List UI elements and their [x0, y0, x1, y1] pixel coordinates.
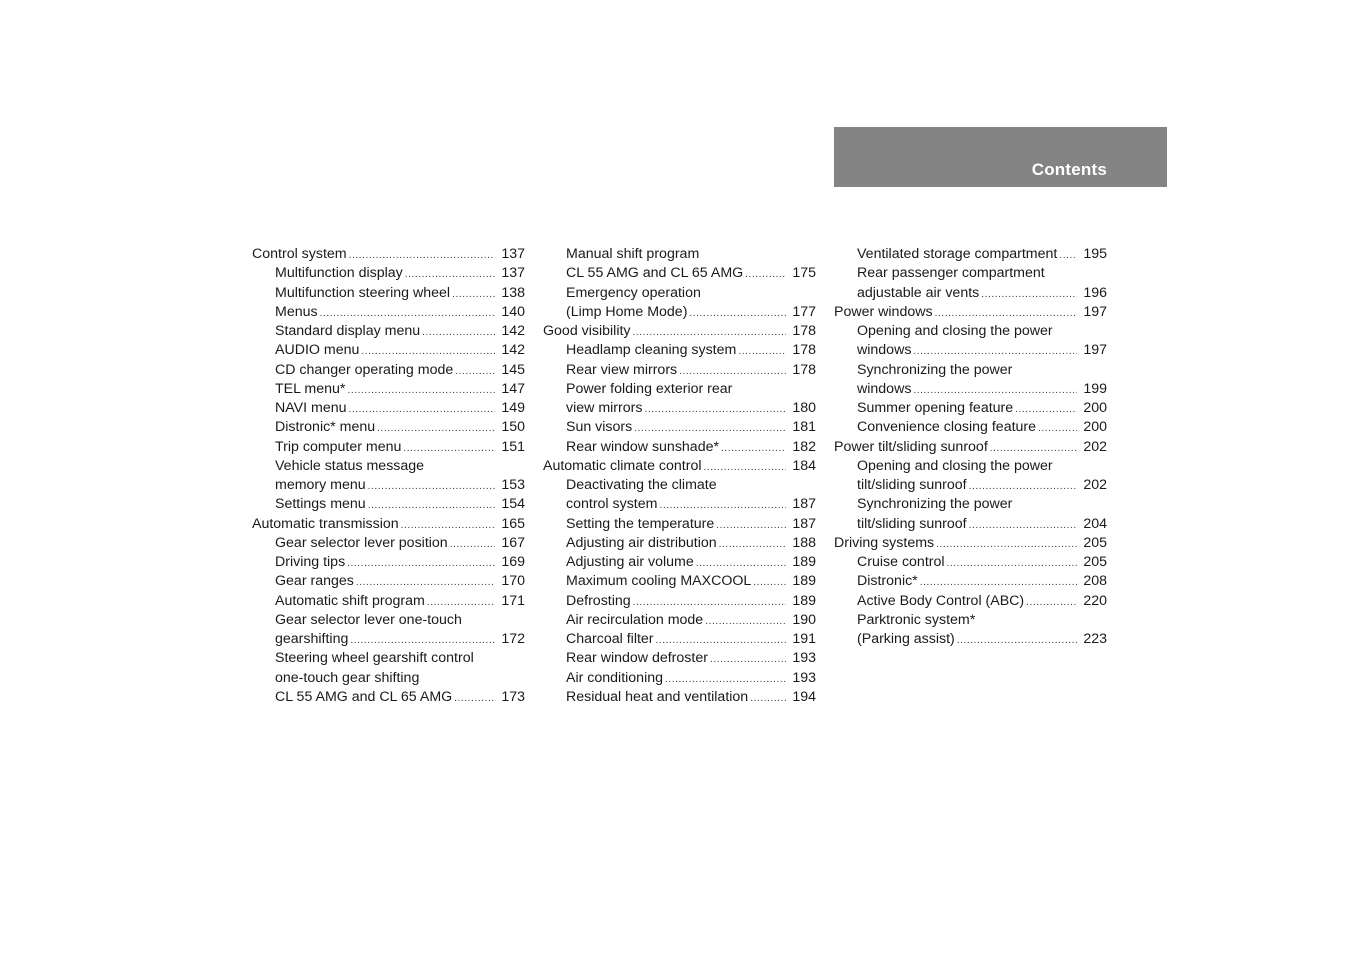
dot-leader [1038, 419, 1077, 438]
dot-leader [936, 535, 1077, 554]
toc-entry[interactable] [543, 438, 816, 457]
toc-entry[interactable] [834, 380, 1107, 399]
toc-entry[interactable] [252, 380, 525, 399]
toc-entry-title: Steering wheel gearshift control [275, 650, 474, 667]
toc-entry-title: Adjusting air volume [566, 554, 694, 570]
toc-entry-title: Maximum cooling MAXCOOL [566, 573, 752, 590]
dot-leader [361, 342, 495, 361]
toc-page-number: 196 [1083, 284, 1107, 301]
toc-page-number: 199 [1083, 380, 1107, 397]
toc-entry[interactable] [543, 592, 816, 611]
toc-entry-title: Gear selector lever one-touch [275, 611, 462, 628]
toc-entry[interactable] [252, 399, 525, 418]
toc-page-number: 205 [1083, 554, 1107, 570]
toc-entry[interactable] [543, 495, 816, 514]
toc-entry[interactable] [834, 534, 1107, 553]
toc-page-number: 193 [792, 669, 816, 686]
toc-entry-title: Opening and closing the power [857, 457, 1053, 474]
toc-entry[interactable] [834, 572, 1107, 591]
toc-entry-title: one-touch gear shifting [275, 669, 420, 686]
toc-entry-title: Driving tips [275, 554, 346, 570]
toc-page-number: 149 [501, 400, 525, 416]
toc-entry[interactable] [834, 553, 1107, 572]
toc-entry-title: Gear ranges [275, 573, 354, 590]
toc-entry-title: windows [857, 342, 912, 359]
toc-entry-title: Driving systems [834, 534, 935, 551]
toc-page-number: 191 [792, 631, 816, 647]
toc-entry[interactable] [543, 399, 816, 418]
toc-page-number: 202 [1083, 477, 1107, 493]
toc-page-number: 189 [792, 592, 816, 609]
toc-entry[interactable] [543, 341, 816, 360]
toc-entry-title: Setting the temperature [566, 515, 715, 532]
toc-entry-title: Rear view mirrors [566, 361, 678, 378]
dot-leader [679, 362, 786, 381]
toc-entry[interactable] [543, 515, 816, 534]
toc-entry-title: TEL menu* [275, 380, 346, 397]
toc-page-number: 195 [1083, 246, 1107, 262]
toc-entry-title: Automatic climate control [543, 457, 702, 474]
toc-entry[interactable] [252, 553, 525, 572]
toc-entry[interactable] [834, 264, 1107, 283]
toc-entry[interactable] [834, 399, 1107, 418]
toc-entry[interactable] [252, 457, 525, 476]
toc-entry-title: windows [857, 380, 912, 397]
toc-entry-title: Distronic* [857, 573, 918, 590]
toc-entry[interactable] [543, 688, 816, 707]
toc-entry-title: Multifunction display [275, 265, 403, 282]
dot-leader [935, 304, 1077, 323]
toc-entry-title: Trip computer menu [275, 438, 402, 455]
toc-entry[interactable] [252, 322, 525, 341]
toc-entry[interactable] [834, 515, 1107, 534]
toc-entry[interactable] [252, 438, 525, 457]
toc-page-number: 190 [792, 611, 816, 628]
toc-entry-title: (Parking assist) [857, 631, 955, 647]
toc-entry-title: control system [566, 496, 658, 513]
toc-page-number: 180 [792, 400, 816, 416]
toc-entry[interactable] [834, 341, 1107, 360]
toc-page-number: 172 [501, 631, 525, 647]
toc-entry[interactable] [834, 476, 1107, 495]
toc-entry[interactable] [252, 303, 525, 322]
dot-leader [704, 458, 787, 477]
dot-leader [753, 573, 786, 592]
toc-entry[interactable] [834, 361, 1107, 380]
toc-entry-title: Distronic* menu [275, 419, 376, 436]
toc-page-number: 177 [792, 303, 816, 320]
toc-page-number: 223 [1083, 631, 1107, 647]
dot-leader [969, 516, 1077, 535]
toc-entry-title: view mirrors [566, 400, 643, 416]
dot-leader [349, 246, 495, 265]
toc-column-2 [543, 245, 816, 707]
toc-page-number: 165 [501, 515, 525, 532]
toc-entry[interactable] [252, 630, 525, 649]
dot-leader [347, 381, 495, 400]
toc-entry-title: Ventilated storage compartment [857, 246, 1058, 262]
toc-page-number: 189 [792, 573, 816, 590]
toc-entry-title: Vehicle status message [275, 457, 425, 474]
toc-entry-title: gearshifting [275, 631, 349, 647]
toc-entry[interactable] [834, 630, 1107, 649]
dot-leader [356, 573, 495, 592]
toc-entry-title: Synchronizing the power [857, 361, 1013, 378]
toc-entry[interactable] [543, 553, 816, 572]
toc-entry-title: Rear window defroster [566, 650, 708, 667]
toc-entry[interactable] [252, 284, 525, 303]
toc-page-number: 189 [792, 554, 816, 570]
dot-leader [957, 631, 1077, 650]
toc-entry[interactable] [543, 630, 816, 649]
dot-leader [750, 689, 786, 708]
toc-entry-title: Power tilt/sliding sunroof [834, 438, 988, 455]
toc-entry-title: Automatic transmission [252, 515, 399, 532]
toc-entry-title: tilt/sliding sunroof [857, 515, 967, 532]
toc-entry[interactable] [252, 534, 525, 553]
toc-page-number: 145 [501, 361, 525, 378]
toc-page-number: 153 [501, 477, 525, 493]
toc-entry-title: CL 55 AMG and CL 65 AMG [275, 688, 453, 705]
dot-leader [689, 304, 786, 323]
toc-page-number: 182 [792, 438, 816, 455]
toc-entry-title: Deactivating the climate [566, 477, 717, 493]
toc-page-number: 200 [1083, 419, 1107, 436]
dot-leader [368, 477, 495, 496]
toc-entry-title: CD changer operating mode [275, 361, 454, 378]
dot-leader [913, 381, 1077, 400]
toc-entry-title: Multifunction steering wheel [275, 284, 451, 301]
dot-leader [947, 554, 1077, 573]
dot-leader [913, 342, 1077, 361]
toc-entry-title: Cruise control [857, 554, 945, 570]
toc-entry-title: Residual heat and ventilation [566, 688, 749, 705]
toc-entry-title: memory menu [275, 477, 366, 493]
toc-entry[interactable] [252, 592, 525, 611]
toc-page-number: 169 [501, 554, 525, 570]
toc-entry-title: Opening and closing the power [857, 323, 1053, 339]
dot-leader [721, 439, 786, 458]
toc-entry-title: Rear window sunshade* [566, 438, 720, 455]
toc-page-number: 150 [501, 419, 525, 436]
toc-entry-title: Standard display menu [275, 323, 421, 339]
dot-leader [1026, 593, 1077, 612]
toc-entry-title: Air recirculation mode [566, 611, 704, 628]
dot-leader [710, 650, 786, 669]
toc-entry[interactable] [543, 264, 816, 283]
toc-entry-title: tilt/sliding sunroof [857, 477, 967, 493]
page-title: Contents [1031, 160, 1107, 179]
toc-entry[interactable] [252, 688, 525, 707]
toc-entry[interactable] [543, 476, 816, 495]
toc-page-number: 147 [501, 380, 525, 397]
toc-entry[interactable] [252, 418, 525, 437]
toc-entry[interactable] [543, 572, 816, 591]
dot-leader [347, 554, 495, 573]
toc-page-number: 137 [501, 265, 525, 282]
toc-page-number: 188 [792, 534, 816, 551]
dot-leader [633, 593, 786, 612]
toc-entry-title: Active Body Control (ABC) [857, 592, 1025, 609]
toc-entry-title: Convenience closing feature [857, 419, 1037, 436]
toc-entry-title: Charcoal filter [566, 631, 654, 647]
toc-entry[interactable] [543, 669, 816, 688]
toc-entry[interactable] [543, 322, 816, 341]
toc-page-number: 167 [501, 534, 525, 551]
toc-entry-title: Gear selector lever position [275, 534, 448, 551]
dot-leader [427, 593, 495, 612]
toc-entry-title: NAVI menu [275, 400, 347, 416]
toc-entry[interactable] [252, 341, 525, 360]
toc-entry-title: Power folding exterior rear [566, 380, 733, 397]
toc-column-1 [252, 245, 525, 707]
toc-page-number: 220 [1083, 592, 1107, 609]
toc-entry-title: Automatic shift program [275, 592, 425, 609]
toc-entry[interactable] [252, 515, 525, 534]
dot-leader [452, 285, 495, 304]
dot-leader [665, 670, 786, 689]
dot-leader [633, 323, 786, 342]
toc-entry-title: Parktronic system* [857, 611, 976, 628]
dot-leader [403, 439, 495, 458]
toc-entry[interactable] [252, 611, 525, 630]
toc-entry[interactable] [543, 611, 816, 630]
toc-page-number: 142 [501, 323, 525, 339]
contents-header [834, 127, 1167, 187]
toc-entry[interactable] [834, 592, 1107, 611]
toc-page-number: 187 [792, 515, 816, 532]
toc-entry-title: Control system [252, 246, 347, 262]
dot-leader [716, 516, 786, 535]
toc-page-number: 171 [501, 592, 525, 609]
toc-page-number: 193 [792, 650, 816, 667]
dot-leader [1059, 246, 1077, 265]
toc-entry[interactable] [834, 457, 1107, 476]
dot-leader [981, 285, 1077, 304]
toc-page-number: 202 [1083, 438, 1107, 455]
toc-entry-title: Power windows [834, 303, 933, 320]
toc-page-number: 197 [1083, 342, 1107, 359]
toc-page-number: 142 [501, 342, 525, 359]
toc-page-number: 187 [792, 496, 816, 513]
toc-entry[interactable] [252, 669, 525, 688]
toc-entry[interactable] [543, 534, 816, 553]
toc-entry[interactable] [834, 322, 1107, 341]
dot-leader [659, 496, 786, 515]
dot-leader [634, 419, 786, 438]
toc-entry-title: (Limp Home Mode) [566, 303, 688, 320]
toc-entry-title: Good visibility [543, 323, 631, 339]
toc-column-3 [834, 245, 1107, 649]
toc-entry-title: adjustable air vents [857, 284, 980, 301]
toc-entry-title: Synchronizing the power [857, 496, 1013, 513]
dot-leader [969, 477, 1077, 496]
toc-page-number: 205 [1083, 534, 1107, 551]
toc-page-number: 204 [1083, 515, 1107, 532]
toc-entry[interactable] [834, 438, 1107, 457]
toc-entry[interactable] [834, 303, 1107, 322]
toc-entry[interactable] [252, 572, 525, 591]
toc-page-number: 178 [792, 361, 816, 378]
toc-entry[interactable] [252, 476, 525, 495]
toc-page-number: 151 [501, 438, 525, 455]
dot-leader [350, 631, 495, 650]
dot-leader [320, 304, 495, 323]
toc-entry-title: AUDIO menu [275, 342, 360, 359]
toc-page-number: 178 [792, 323, 816, 339]
toc-entry-title: Settings menu [275, 496, 366, 513]
dot-leader [401, 516, 495, 535]
toc-page-number: 154 [501, 496, 525, 513]
toc-page-number: 175 [792, 265, 816, 282]
dot-leader [377, 419, 495, 438]
dot-leader [656, 631, 786, 650]
dot-leader [405, 265, 495, 284]
dot-leader [696, 554, 786, 573]
dot-leader [745, 265, 786, 284]
toc-entry-title: Adjusting air distribution [566, 534, 717, 551]
toc-entry[interactable] [834, 418, 1107, 437]
dot-leader [368, 496, 495, 515]
toc-entry[interactable] [543, 303, 816, 322]
dot-leader [705, 612, 786, 631]
dot-leader [920, 573, 1077, 592]
toc-entry[interactable] [834, 284, 1107, 303]
toc-entry-title: CL 55 AMG and CL 65 AMG [566, 265, 744, 282]
toc-page-number: 194 [792, 688, 816, 705]
toc-entry-title: Manual shift program [566, 246, 700, 262]
dot-leader [990, 439, 1077, 458]
toc-entry-title: Air conditioning [566, 669, 664, 686]
toc-entry[interactable] [543, 380, 816, 399]
toc-entry-title: Menus [275, 303, 318, 320]
dot-leader [422, 323, 495, 342]
toc-page-number: 170 [501, 573, 525, 590]
toc-page-number: 140 [501, 303, 525, 320]
toc-page-number: 137 [501, 246, 525, 262]
dot-leader [454, 689, 495, 708]
toc-entry-title: Sun visors [566, 419, 633, 436]
toc-page-number: 178 [792, 342, 816, 359]
toc-page-number: 208 [1083, 573, 1107, 590]
toc-entry[interactable] [834, 495, 1107, 514]
toc-entry[interactable] [543, 361, 816, 380]
toc-entry[interactable] [543, 649, 816, 668]
toc-entry[interactable] [252, 361, 525, 380]
toc-entry[interactable] [252, 264, 525, 283]
toc-entry-title: Summer opening feature [857, 400, 1014, 416]
toc-entry[interactable] [252, 495, 525, 514]
toc-entry-title: Headlamp cleaning system [566, 342, 737, 359]
toc-entry[interactable] [252, 245, 525, 264]
dot-leader [349, 400, 496, 419]
toc-entry[interactable] [543, 418, 816, 437]
toc-page-number: 184 [792, 457, 816, 474]
toc-entry[interactable] [543, 245, 816, 264]
toc-page-number: 173 [501, 688, 525, 705]
toc-entry[interactable] [834, 245, 1107, 264]
toc-page-number: 138 [501, 284, 525, 301]
toc-entry[interactable] [834, 611, 1107, 630]
dot-leader [719, 535, 786, 554]
toc-entry[interactable] [543, 284, 816, 303]
toc-entry-title: Emergency operation [566, 284, 701, 301]
toc-entry[interactable] [543, 457, 816, 476]
dot-leader [738, 342, 786, 361]
toc-entry-title: Defrosting [566, 592, 631, 609]
toc-page-number: 197 [1083, 303, 1107, 320]
dot-leader [1015, 400, 1077, 419]
dot-leader [644, 400, 786, 419]
dot-leader [450, 535, 495, 554]
dot-leader [455, 362, 495, 381]
toc-page-number: 181 [792, 419, 816, 436]
toc-entry[interactable] [252, 649, 525, 668]
toc-entry-title: Rear passenger compartment [857, 265, 1045, 282]
toc-page-number: 200 [1083, 400, 1107, 416]
